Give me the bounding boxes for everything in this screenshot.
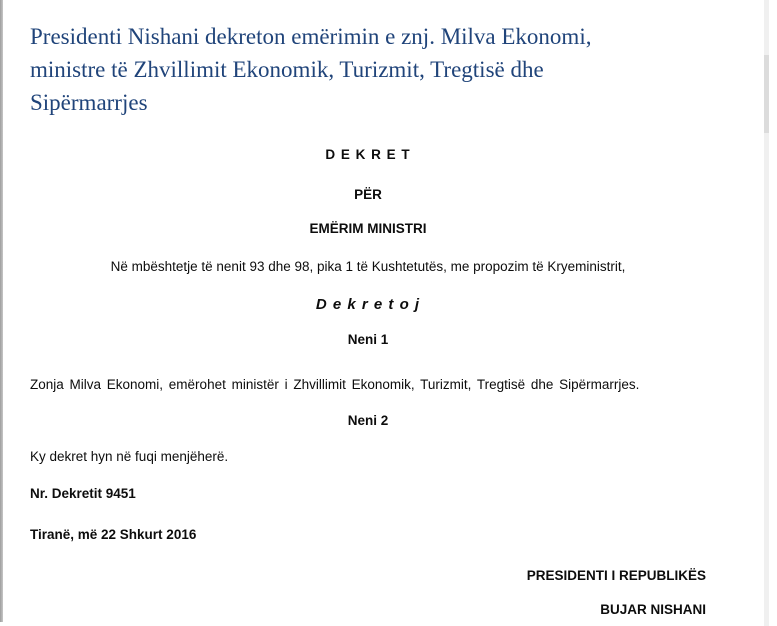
signature-name: BUJAR NISHANI [600,602,706,617]
page-title-line-1: Presidenti Nishani dekreton emërimin e znj. Milva Ekonomi, [30,24,592,50]
decree-date: Tiranë, më 22 Shkurt 2016 [30,527,197,542]
decree-preamble: Në mbështetje të nenit 93 dhe 98, pika 1 të Kushtetutës, me propozim të Kryeministrit, [110,259,626,274]
article-2-text: Ky dekret hyn në fuqi menjëherë. [30,449,229,464]
article-1-text: Zonja Milva Ekonomi, emërohet ministër i Zhvillimit Ekonomik, Turizmit, Tregtisë dhe Sipërmarrjes. [30,377,640,392]
decree-word: D e k r e t o j [315,296,421,313]
article-2-title: Neni 2 [347,413,389,428]
page-title [30,20,730,119]
decree-subject: EMËRIM MINISTRI [309,221,427,236]
decree-heading-for: PËR [354,187,382,202]
scrollbar-thumb[interactable] [764,55,769,133]
signature-title: PRESIDENTI I REPUBLIKËS [526,568,706,583]
page-title-line-2: ministre të Zhvillimit Ekonomik, Turizmit, Tregtisë dhe [30,57,544,83]
article-1-title: Neni 1 [347,332,389,347]
decree-heading: D E K R E T [325,147,411,162]
left-page-border [0,0,3,622]
page-title-line-3: Sipërmarrjes [30,90,148,116]
decree-number: Nr. Dekretit 9451 [30,486,136,501]
